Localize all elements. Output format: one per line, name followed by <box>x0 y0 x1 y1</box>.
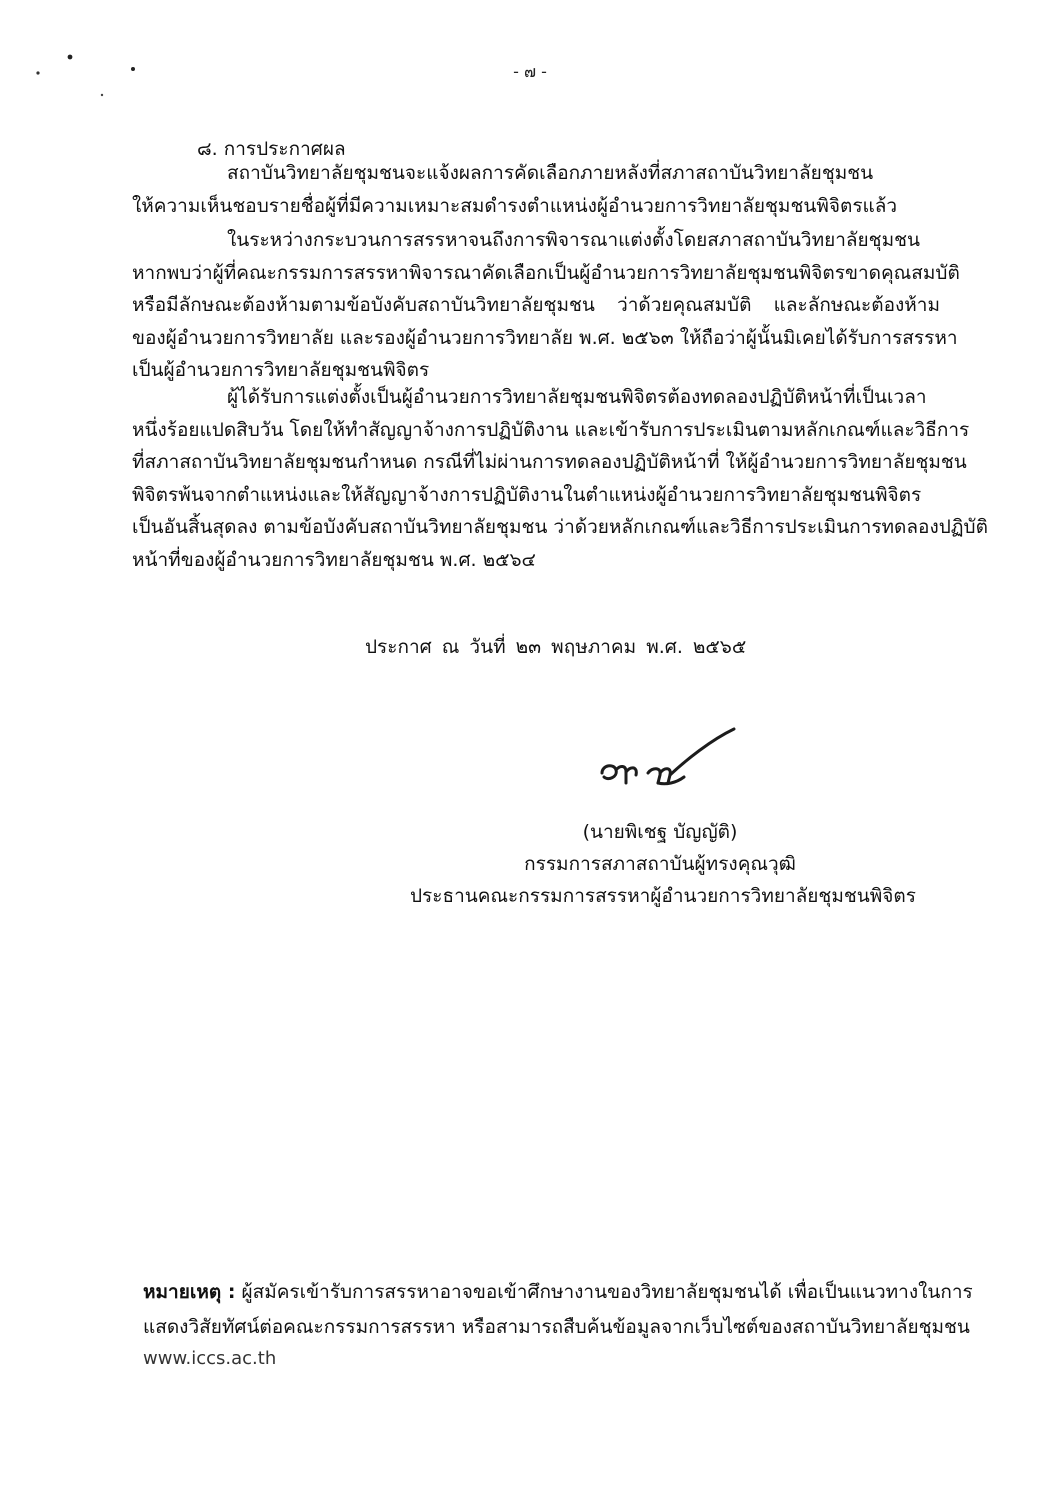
note-line <box>143 1275 973 1310</box>
paragraph-line: หากพบว่าผู้ที่คณะกรรมการสรรหาพิจารณาคัดเลือกเป็นผู้อำนวยการวิทยาลัยชุมชนพิจิตรขาดคุณสมบัติ <box>132 261 960 284</box>
paragraph-line: ของผู้อำนวยการวิทยาลัย และรองผู้อำนวยการวิทยาลัย พ.ศ. ๒๕๖๓ ให้ถือว่าผู้นั้นมิเคยได้รับการสรรหา <box>132 326 958 349</box>
paragraph-announcement <box>132 157 940 222</box>
section-heading: ๘. การประกาศผล <box>197 138 346 160</box>
signer-position: กรรมการสภาสถาบันผู้ทรงคุณวุฒิ <box>524 853 796 875</box>
paragraph-line: หน้าที่ของผู้อำนวยการวิทยาลัยชุมชน พ.ศ. ๒๕๖๔ <box>132 548 536 571</box>
paragraph-line: ผู้ได้รับการแต่งตั้งเป็นผู้อำนวยการวิทยาลัยชุมชนพิจิตรต้องทดลองปฏิบัติหน้าที่เป็นเวลา <box>227 386 927 408</box>
paragraph-line: สถาบันวิทยาลัยชุมชนจะแจ้งผลการคัดเลือกภายหลังที่สภาสถาบันวิทยาลัยชุมชน <box>227 162 874 184</box>
note-block <box>143 1275 973 1345</box>
paragraph-line: ให้ความเห็นชอบรายชื่อผู้ที่มีความเหมาะสมดำรงตำแหน่งผู้อำนวยการวิทยาลัยชุมชนพิจิตรแล้ว <box>132 194 898 217</box>
signer-block <box>410 816 916 912</box>
note-label: หมายเหตุ : <box>143 1281 236 1303</box>
paragraph-line: หรือมีลักษณะต้องห้ามตามข้อบังคับสถาบันวิทยาลัยชุมชน ว่าด้วยคุณสมบัติ และลักษณะต้องห้าม <box>132 294 940 316</box>
signer-position: ประธานคณะกรรมการสรรหาผู้อำนวยการวิทยาลัยชุมชนพิจิตร <box>410 885 916 907</box>
paragraph-line: เป็นอันสิ้นสุดลง ตามข้อบังคับสถาบันวิทยาลัยชุมชน ว่าด้วยหลักเกณฑ์และวิธีการประเมินการทดลองปฏิบัติ <box>132 516 988 538</box>
paragraph-disqualification <box>132 224 960 387</box>
page-number: - ๗ - <box>513 62 547 81</box>
signer-name: (นายพิเชฐ บัญญัติ) <box>582 821 738 843</box>
paragraph-line: ในระหว่างกระบวนการสรรหาจนถึงการพิจารณาแต่งตั้งโดยสภาสถาบันวิทยาลัยชุมชน <box>227 229 920 251</box>
paragraph-line: พิจิตรพ้นจากตำแหน่งและให้สัญญาจ้างการปฏิบัติงานในตำแหน่งผู้อำนวยการวิทยาลัยชุมชนพิจิตร <box>132 483 922 506</box>
scan-specks <box>0 0 160 110</box>
paragraph-line: หนึ่งร้อยแปดสิบวัน โดยให้ทำสัญญาจ้างการปฏิบัติงาน และเข้ารับการประเมินตามหลักเกณฑ์และวิธีการ <box>132 418 970 441</box>
handwritten-signature <box>596 725 746 795</box>
paragraph-line: ที่สภาสถาบันวิทยาลัยชุมชนกำหนด กรณีที่ไม่ผ่านการทดลองปฏิบัติหน้าที่ ให้ผู้อำนวยการวิทยาลัยชุมชน <box>132 451 967 473</box>
paragraph-line: เป็นผู้อำนวยการวิทยาลัยชุมชนพิจิตร <box>132 359 430 381</box>
note-text: ผู้สมัครเข้ารับการสรรหาอาจขอเข้าศึกษางานของวิทยาลัยชุมชนได้ เพื่อเป็นแนวทางในการ <box>241 1281 973 1303</box>
announcement-date: ประกาศ ณ วันที่ ๒๓ พฤษภาคม พ.ศ. ๒๕๖๕ <box>365 636 747 658</box>
website-url: www.iccs.ac.th <box>143 1348 277 1369</box>
note-line: แสดงวิสัยทัศน์ต่อคณะกรรมการสรรหา หรือสามารถสืบค้นข้อมูลจากเว็บไซต์ของสถาบันวิทยาลัยชุมชน <box>143 1316 970 1338</box>
paragraph-probation <box>132 381 988 576</box>
